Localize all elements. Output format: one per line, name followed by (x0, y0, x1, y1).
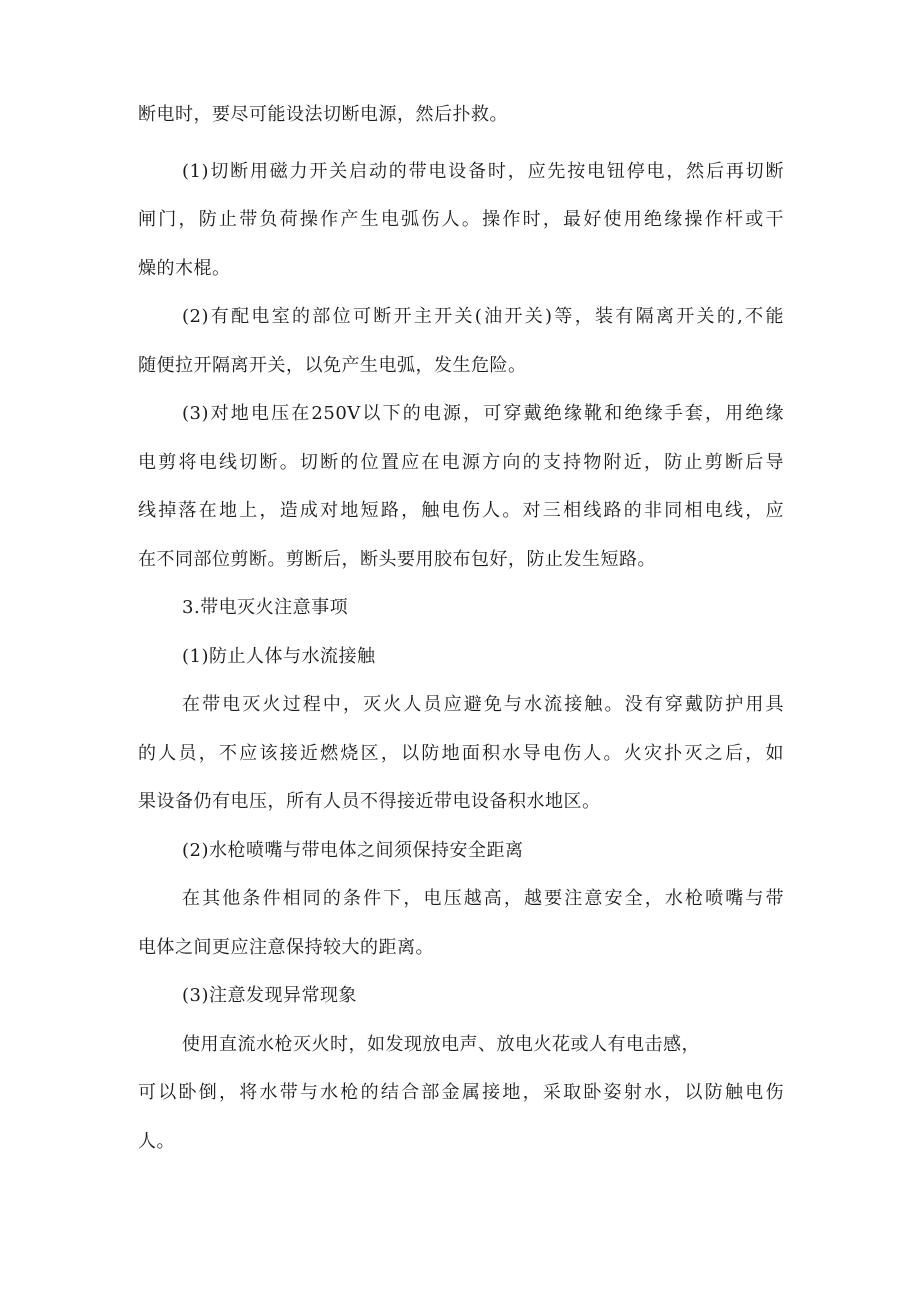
paragraph-line: (1)切断用磁力开关启动的带电设备时，应先按电钮停电，然后再切断 (182, 161, 784, 182)
paragraph-line: 电剪将电线切断。切断的位置应在电源方向的支持物附近，防止剪断后导 (138, 452, 784, 473)
section-heading: 3.带电灭火注意事项 (182, 597, 349, 618)
paragraph-line: 果设备仍有电压，所有人员不得接近带电设备积水地区。 (138, 791, 601, 812)
paragraph-line: 线掉落在地上，造成对地短路，触电伤人。对三相线路的非同相电线，应 (138, 500, 784, 521)
paragraph-line: 的人员，不应该接近燃烧区，以防地面积水导电伤人。火灾扑灭之后，如 (138, 743, 784, 764)
paragraph-line: 燥的木棍。 (138, 258, 231, 279)
paragraph-line: 在不同部位剪断。剪断后，断头要用胶布包好，防止发生短路。 (138, 549, 656, 570)
subsection-heading: (1)防止人体与水流接触 (182, 646, 376, 667)
paragraph-line: 在其他条件相同的条件下，电压越高，越要注意安全，水枪喷嘴与带 (182, 888, 784, 909)
paragraph-line: 在带电灭火过程中，灭火人员应避免与水流接触。没有穿戴防护用具 (182, 694, 784, 715)
paragraph-line: 使用直流水枪灭火时，如发现放电声、放电火花或人有电击感， (182, 1034, 700, 1055)
subsection-heading: (3)注意发现异常现象 (182, 985, 357, 1006)
paragraph-line: 随便拉开隔离开关，以免产生电弧，发生危险。 (138, 355, 527, 376)
paragraph-line: 人。 (138, 1131, 175, 1152)
subsection-heading: (2)水枪喷嘴与带电体之间须保持安全距离 (182, 840, 524, 861)
paragraph-line: 断电时，要尽可能设法切断电源，然后扑救。 (138, 104, 508, 125)
paragraph-line: (3)对地电压在250V以下的电源，可穿戴绝缘靴和绝缘手套，用绝缘 (182, 403, 784, 424)
paragraph-line: (2)有配电室的部位可断开主开关(油开关)等，装有隔离开关的,不能 (182, 306, 784, 327)
paragraph-line: 电体之间更应注意保持较大的距离。 (138, 937, 434, 958)
paragraph-line: 闸门，防止带负荷操作产生电弧伤人。操作时，最好使用绝缘操作杆或干 (138, 209, 784, 230)
paragraph-line: 可以卧倒，将水带与水枪的结合部金属接地，采取卧姿射水，以防触电伤 (138, 1082, 784, 1103)
